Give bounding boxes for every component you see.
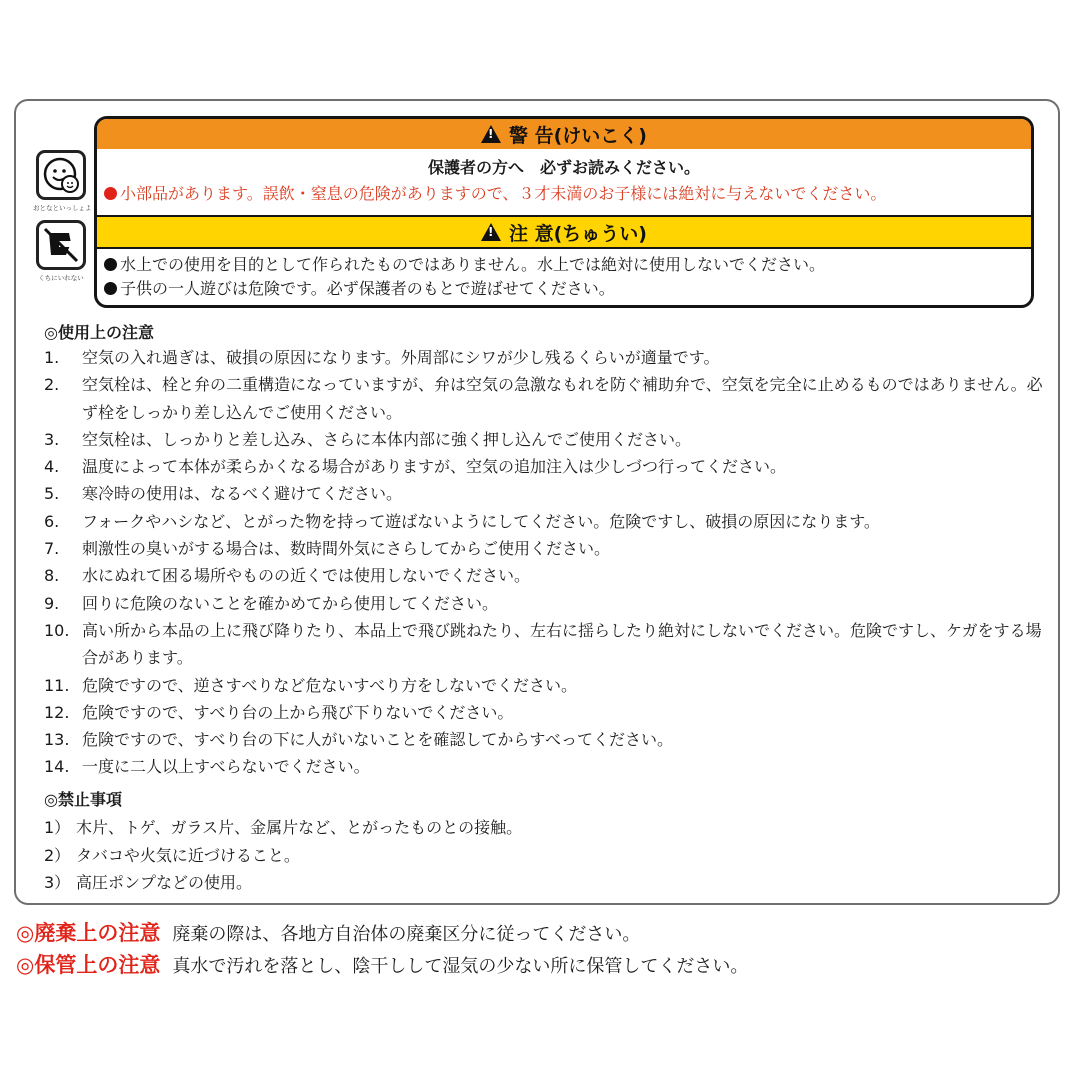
bullet-icon xyxy=(104,258,117,271)
caution-header xyxy=(97,215,1031,249)
list-item: 1） 木片、トゲ、ガラス片、金属片など、とがったものとの接触。 xyxy=(44,818,523,837)
list-item: 5. 寒冷時の使用は、なるべく避けてください。 xyxy=(44,484,403,504)
list-item: 13. 危険ですので、すべり台の下に人がいないことを確認してからすべってください。 xyxy=(44,730,674,750)
list-item: 11. 危険ですので、逆さすべりなど危ないすべり方をしないでください。 xyxy=(44,675,578,695)
adult-supervision-icon xyxy=(36,150,86,200)
list-item: 3. 空気栓は、しっかりと差し込み、さらに本体内部に強く押し込んでご使用ください。 xyxy=(44,429,691,449)
disposal-heading: ◎廃棄上の注意 xyxy=(16,921,161,945)
list-item: 12. 危険ですので、すべり台の上から飛び下りないでください。 xyxy=(44,702,514,722)
caution-line: 子供の一人遊びは危険です。必ず保護者のもとで遊ばせてください。 xyxy=(104,277,1031,301)
list-item: 3） 高圧ポンプなどの使用。 xyxy=(44,873,253,892)
caution-icon xyxy=(481,223,501,241)
usage-heading: ◎使用上の注意 xyxy=(44,323,154,342)
caution-list xyxy=(97,253,1031,301)
list-item: 14. 一度に二人以上すべらないでください。 xyxy=(44,757,370,777)
usage-list xyxy=(44,344,1044,781)
prohibited-list xyxy=(44,814,522,897)
warning-icon xyxy=(481,125,501,143)
storage-text: 真水で汚れを落とし、陰干しして湿気の少ない所に保管してください。 xyxy=(172,956,749,977)
list-item: 2. 空気栓は、栓と弁の二重構造になっていますが、弁は空気の急激なもれを防ぐ補助弁で、空気を完全に止めるものではありません。必ず栓をしっかり差し込んでご使用ください。 xyxy=(44,375,1043,422)
list-item: 4. 温度によって本体が柔らかくなる場合がありますが、空気の追加注入は少しづつ行ってください。 xyxy=(44,457,787,477)
warning-caution-box xyxy=(94,116,1034,308)
list-item: 7. 刺激性の臭いがする場合は、数時間外気にさらしてからご使用ください。 xyxy=(44,539,611,559)
storage-notice xyxy=(16,949,748,979)
warning-header xyxy=(97,119,1031,149)
disposal-text: 廃棄の際は、各地方自治体の廃棄区分に従ってください。 xyxy=(172,924,641,945)
list-item: 8. 水にぬれて困る場所やものの近くでは使用しないでください。 xyxy=(44,566,531,586)
icon-caption: おとなといっしょよ xyxy=(33,204,92,212)
list-item: 9. 回りに危険のないことを確かめてから使用してください。 xyxy=(44,593,499,613)
list-item: 6. フォークやハシなど、とがった物を持って遊ばないようにしてください。危険ですし、破損の原因になります。 xyxy=(44,511,880,531)
icon-caption: くちにいれない xyxy=(38,274,84,282)
disposal-notice xyxy=(16,917,640,947)
bullet-icon xyxy=(104,282,117,295)
pictogram-column xyxy=(33,150,92,282)
storage-heading: ◎保管上の注意 xyxy=(16,953,161,977)
list-item: 2） タバコや火気に近づけること。 xyxy=(44,845,300,865)
bullet-icon xyxy=(104,187,117,200)
list-item: 1. 空気の入れ過ぎは、破損の原因になります。外周部にシワが少し残るくらいが適量です。 xyxy=(44,348,720,367)
small-parts-warning: 小部品があります。誤飲・窒息の危険がありますので、３才未満のお子様には絶対に与えないでください。 xyxy=(97,184,1031,204)
list-item: 10. 高い所から本品の上に飛び降りたり、本品上で飛び跳ねたり、左右に揺らしたり絶対にしないでください。危険ですし、ケガをする場合があります。 xyxy=(44,620,1042,668)
caution-title: 注 意(ちゅうい) xyxy=(509,222,647,245)
prohibited-heading: ◎禁止事項 xyxy=(44,790,122,809)
no-mouth-icon xyxy=(36,220,86,270)
warning-title: 警 告(けいこく) xyxy=(509,124,647,147)
caution-line: 水上での使用を目的として作られたものではありません。水上では絶対に使用しないでください。 xyxy=(104,253,1031,277)
guardian-notice: 保護者の方へ 必ずお読みください。 xyxy=(427,158,700,177)
